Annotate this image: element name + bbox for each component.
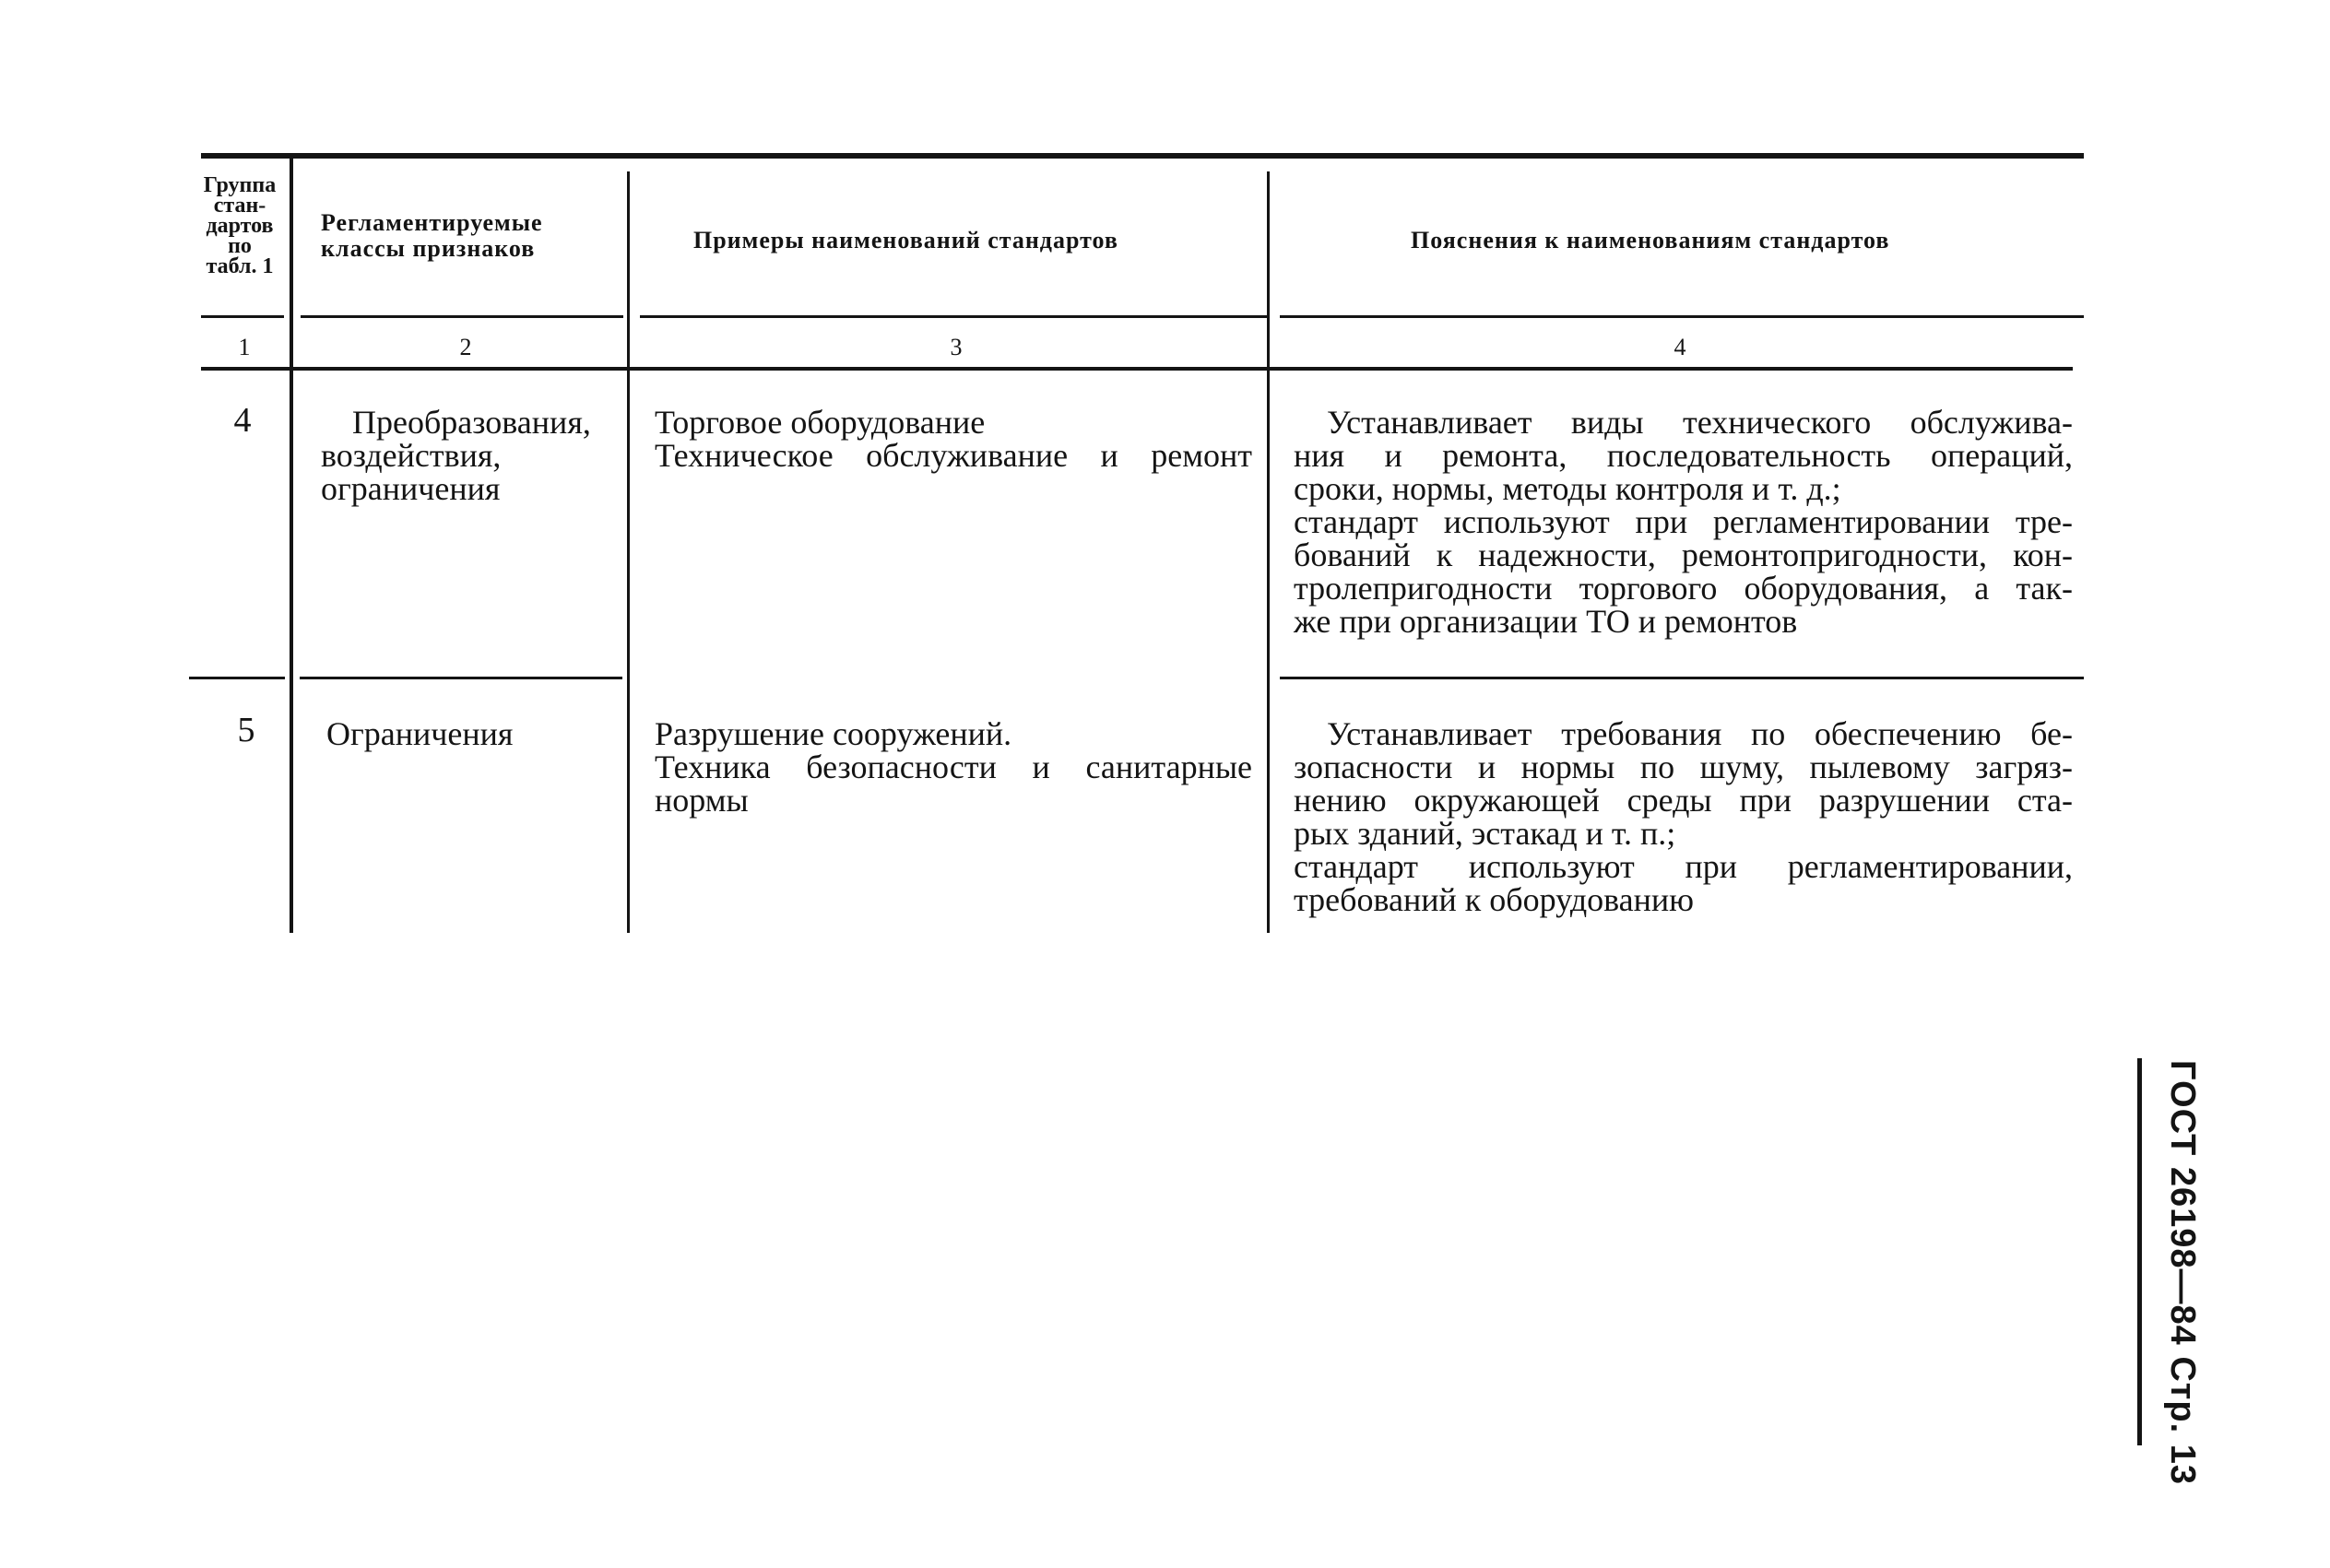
header-bottom-rule bbox=[301, 315, 623, 318]
row-explanation-line: нению окружающей среды при разрушении ста- bbox=[1294, 782, 2073, 819]
row-separator-rule bbox=[189, 677, 285, 679]
row-explanation-line: стандарт используют при регламентировании, bbox=[1294, 848, 2073, 885]
row-classes-line: воздействия, bbox=[321, 437, 502, 474]
row-examples bbox=[655, 406, 1252, 472]
column-number-2: 2 bbox=[459, 334, 472, 360]
header-col1-line: табл. 1 bbox=[206, 254, 274, 278]
row-classes bbox=[321, 406, 625, 505]
row-group-number: 4 bbox=[233, 401, 252, 440]
row-explanation-line: тролепригодности торгового оборудования, а так- bbox=[1294, 570, 2073, 607]
side-running-header: ГОСТ 26198—84 Стр. 13 bbox=[2163, 1060, 2202, 1486]
column-number-3: 3 bbox=[950, 334, 963, 360]
row-explanation-line: зопасности и нормы по шуму, пылевому загряз- bbox=[1294, 749, 2073, 785]
row-examples-line: нормы bbox=[655, 782, 749, 819]
header-col1-line: дартов bbox=[206, 214, 274, 238]
row-classes-line: ограничения bbox=[321, 470, 501, 507]
row-separator-rule bbox=[300, 677, 622, 679]
column-number-rule bbox=[201, 367, 2073, 371]
row-examples-line: Торговое оборудование bbox=[655, 404, 986, 441]
row-explanation-line: бований к надежности, ремонтопригодности, кон- bbox=[1294, 536, 2073, 573]
row-examples-line: Техническое обслуживание и ремонт bbox=[655, 437, 1252, 474]
header-bottom-rule bbox=[201, 315, 284, 318]
row-separator-rule bbox=[1280, 677, 2084, 679]
row-group-number: 5 bbox=[237, 711, 255, 749]
row-classes-line: Ограничения bbox=[326, 715, 514, 752]
header-bottom-rule bbox=[1280, 315, 2084, 318]
row-explanation bbox=[1294, 406, 2073, 638]
column-number-1: 1 bbox=[238, 334, 251, 360]
header-col1-line: по bbox=[228, 234, 252, 258]
row-examples-line: Техника безопасности и санитарные bbox=[655, 749, 1252, 785]
header-col1 bbox=[190, 175, 290, 277]
row-explanation-line: же при организации ТО и ремонтов bbox=[1294, 603, 1798, 640]
row-explanation-line: ния и ремонта, последовательность операций, bbox=[1294, 437, 2073, 474]
column-divider bbox=[627, 171, 630, 933]
column-divider bbox=[290, 157, 293, 933]
column-divider bbox=[1267, 171, 1270, 933]
header-col3: Примеры наименований стандартов bbox=[693, 227, 1118, 253]
row-explanation-line: сроки, нормы, методы контроля и т. д.; bbox=[1294, 470, 1841, 507]
row-classes bbox=[326, 717, 621, 750]
header-col1-line: Группа bbox=[203, 173, 277, 197]
header-col2-line: классы признаков bbox=[321, 235, 536, 262]
table-top-rule bbox=[201, 153, 2084, 159]
row-examples-line: Разрушение сооружений. bbox=[655, 715, 1012, 752]
row-explanation-line: Устанавливает требования по обеспечению бе- bbox=[1327, 715, 2073, 752]
row-classes-line: Преобразования, bbox=[352, 404, 591, 441]
side-label-rule bbox=[2137, 1058, 2142, 1445]
row-explanation-line: требований к оборудованию bbox=[1294, 881, 1695, 918]
header-col1-line: стан- bbox=[213, 194, 266, 218]
row-examples bbox=[655, 717, 1252, 817]
row-explanation-line: стандарт используют при регламентировании тре- bbox=[1294, 503, 2073, 540]
header-bottom-rule bbox=[640, 315, 1269, 318]
header-col2-line: Регламентируемые bbox=[321, 209, 543, 236]
row-explanation bbox=[1294, 717, 2073, 916]
row-explanation-line: Устанавливает виды технического обслужива- bbox=[1327, 404, 2073, 441]
column-number-4: 4 bbox=[1674, 334, 1686, 360]
header-col4: Пояснения к наименованиям стандартов bbox=[1411, 227, 1890, 253]
header-col2 bbox=[321, 210, 543, 262]
row-explanation-line: рых зданий, эстакад и т. п.; bbox=[1294, 815, 1676, 852]
